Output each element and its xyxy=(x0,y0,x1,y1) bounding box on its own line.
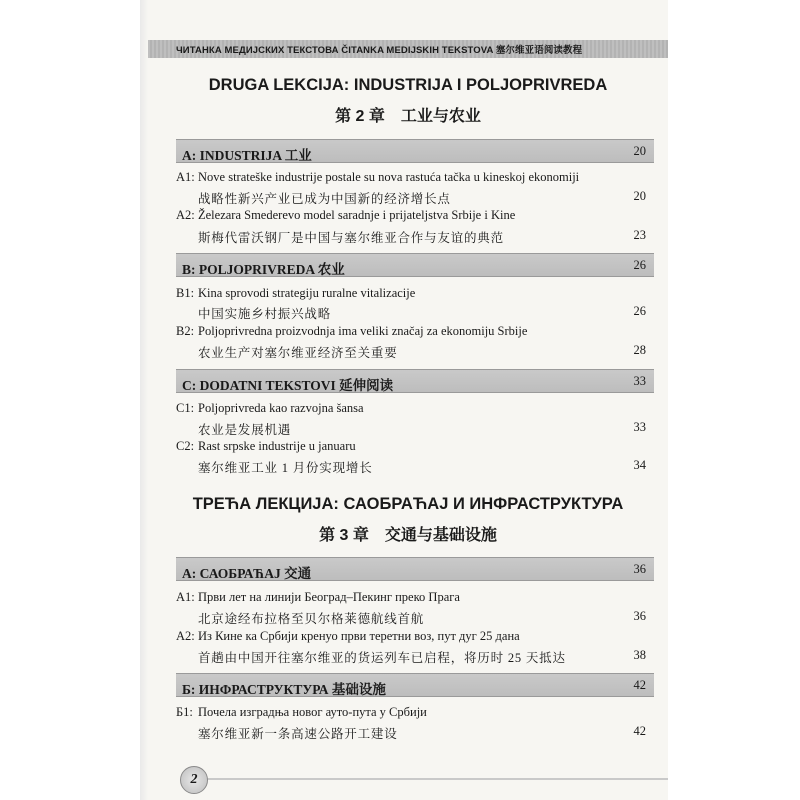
entry-code: Б1: xyxy=(176,705,193,719)
page-number: 2 xyxy=(180,766,208,794)
entry-page: 34 xyxy=(633,458,646,472)
toc-entry-chinese xyxy=(198,458,654,476)
section-page: 42 xyxy=(633,678,646,692)
toc-entry-title xyxy=(176,401,654,416)
lesson-3-subtitle: 第 3 章 交通与基础设施 xyxy=(319,527,497,544)
entry-title: Kina sprovodi strategiju ruralne vitalizacije xyxy=(198,286,416,300)
section-page: 26 xyxy=(633,258,646,272)
page-edge-shadow xyxy=(140,0,148,800)
entry-chinese-title: 塞尔维亚工业 1 月份实现增长 xyxy=(198,461,373,475)
toc-entry-chinese xyxy=(198,724,654,742)
section-label: Б: ИНФРАСТРУКТУРА 基础设施 xyxy=(182,682,386,697)
footer-rule xyxy=(192,778,668,780)
entry-title: Почела изградња новог ауто-пута у Србији xyxy=(198,705,427,719)
lesson-3-title: ТРЕЋА ЛЕКЦИЈА: САОБРАЋАЈ И ИНФРАСТРУКТУРА xyxy=(192,495,624,513)
entry-title: Први лет на линији Београд–Пекинг преко Прага xyxy=(198,590,460,604)
entry-page: 23 xyxy=(633,228,646,242)
toc-entry-chinese xyxy=(198,420,654,438)
section-header xyxy=(176,253,654,277)
section-header xyxy=(176,369,654,393)
toc-entry-title xyxy=(176,629,654,644)
entry-chinese-title: 战略性新兴产业已成为中国新的经济增长点 xyxy=(198,192,451,206)
entry-chinese-title: 农业是发展机遇 xyxy=(198,423,292,437)
toc-entry-title xyxy=(176,170,654,185)
entry-code: C2: xyxy=(176,439,195,453)
lesson-2-title: DRUGA LEKCIJA: INDUSTRIJA I POLJOPRIVREDA xyxy=(208,76,608,94)
toc-entry-chinese xyxy=(198,648,654,666)
toc-entry-title xyxy=(176,439,654,454)
entry-chinese-title: 塞尔维亚新一条高速公路开工建设 xyxy=(198,727,398,741)
entry-page: 38 xyxy=(633,648,646,662)
entry-title: Poljoprivredna proizvodnja ima veliki značaj za ekonomiju Srbije xyxy=(198,324,528,338)
toc-entry-chinese xyxy=(198,343,654,361)
entry-title: Nove strateške industrije postale su nova rastuća tačka u kineskoj ekonomiji xyxy=(198,170,580,184)
toc-entry-title xyxy=(176,324,654,339)
section-header xyxy=(176,673,654,697)
book-page xyxy=(148,0,668,800)
section-label: А: САОБРАЋАЈ 交通 xyxy=(182,566,312,581)
running-head xyxy=(148,40,668,58)
entry-code: B2: xyxy=(176,324,195,338)
entry-chinese-title: 农业生产对塞尔维亚经济至关重要 xyxy=(198,346,398,360)
entry-page: 20 xyxy=(633,189,646,203)
section-page: 33 xyxy=(633,374,646,388)
section-header xyxy=(176,557,654,581)
entry-title: Železara Smederevo model saradnje i prijateljstva Srbije i Kine xyxy=(198,208,516,222)
section-label: C: DODATNI TEKSTOVI 延伸阅读 xyxy=(182,378,394,393)
entry-page: 28 xyxy=(633,343,646,357)
lesson-2-subtitle: 第 2 章 工业与农业 xyxy=(335,108,481,125)
entry-title: Из Кине ка Србији кренуо први теретни воз, пут дуг 25 дана xyxy=(198,629,520,643)
toc-entry-chinese xyxy=(198,609,654,627)
toc-entry-chinese xyxy=(198,304,654,322)
entry-chinese-title: 首趟由中国开往塞尔维亚的货运列车已启程，将历时 25 天抵达 xyxy=(198,651,566,665)
toc-entry-title xyxy=(176,590,654,605)
entry-code: A2: xyxy=(176,208,195,222)
entry-chinese-title: 斯梅代雷沃钢厂是中国与塞尔维亚合作与友谊的典范 xyxy=(198,231,504,245)
toc-entry-chinese xyxy=(198,228,654,246)
toc-entry-title xyxy=(176,705,654,720)
section-label: A: INDUSTRIJA 工业 xyxy=(182,148,312,163)
entry-code: А1: xyxy=(176,590,195,604)
entry-chinese-title: 中国实施乡村振兴战略 xyxy=(198,307,332,321)
entry-title: Poljoprivreda kao razvojna šansa xyxy=(198,401,364,415)
entry-code: A1: xyxy=(176,170,195,184)
entry-code: А2: xyxy=(176,629,195,643)
section-page: 36 xyxy=(633,562,646,576)
toc-entry-title xyxy=(176,286,654,301)
toc-entry-title xyxy=(176,208,654,223)
entry-page: 42 xyxy=(633,724,646,738)
section-label: B: POLJOPRIVREDA 农业 xyxy=(182,262,345,277)
entry-page: 36 xyxy=(633,609,646,623)
section-header xyxy=(176,139,654,163)
entry-page: 33 xyxy=(633,420,646,434)
entry-chinese-title: 北京途经布拉格至贝尔格莱德航线首航 xyxy=(198,612,425,626)
running-head-text: ЧИТАНКА МЕДИЈСКИХ ТЕКСТОВА ČITANKA MEDIJSKIH TEKSTOVA 塞尔维亚语阅读教程 xyxy=(176,45,583,56)
entry-code: C1: xyxy=(176,401,195,415)
entry-code: B1: xyxy=(176,286,195,300)
entry-title: Rast srpske industrije u januaru xyxy=(198,439,356,453)
section-page: 20 xyxy=(633,144,646,158)
toc-entry-chinese xyxy=(198,189,654,207)
entry-page: 26 xyxy=(633,304,646,318)
